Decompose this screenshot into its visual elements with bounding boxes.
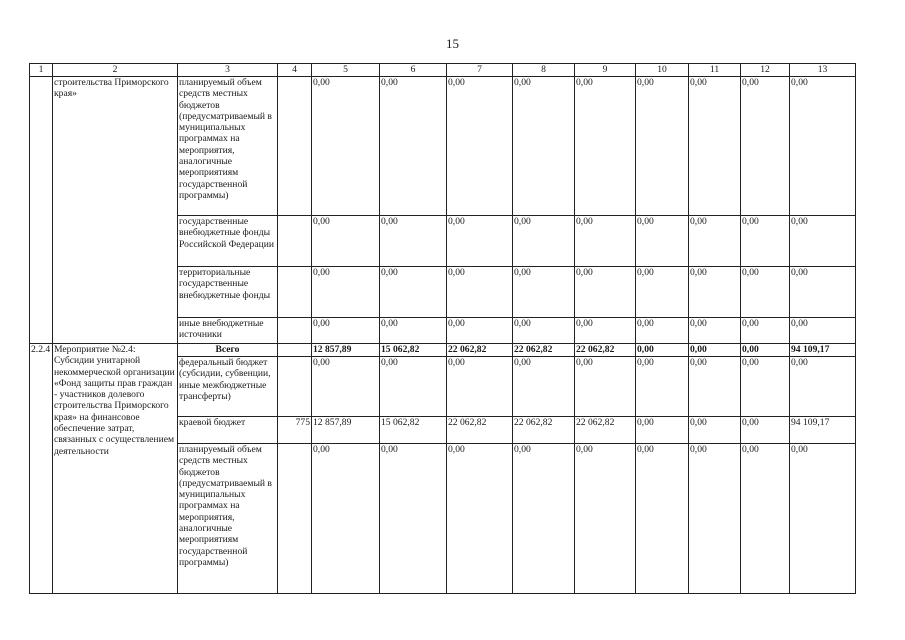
column-header: 2 [53, 64, 178, 77]
amount-cell: 0,00 [689, 357, 741, 417]
amount-cell: 0,00 [380, 267, 447, 318]
amount-cell: 0,00 [380, 216, 447, 267]
amount-cell: 0,00 [513, 318, 575, 344]
amount-cell: 0,00 [447, 77, 513, 216]
item-name-cell: Мероприятие №2.4: Субсидии унитарной некоммерческой организации «Фонд защиты прав граждан - участников долевого строительства Приморского края» на финансовое обеспечение затрат, связанных с осуществлением деятельности [53, 344, 178, 594]
amount-cell: 0,00 [790, 357, 856, 417]
amount-cell: 12 857,89 [312, 344, 380, 357]
amount-cell: 22 062,82 [513, 417, 575, 444]
amount-cell: 0,00 [513, 357, 575, 417]
amount-cell: 0,00 [741, 216, 790, 267]
budget-code-cell [278, 344, 312, 357]
amount-cell: 0,00 [636, 77, 689, 216]
amount-cell: 22 062,82 [447, 417, 513, 444]
column-header: 10 [636, 64, 689, 77]
amount-cell: 0,00 [689, 344, 741, 357]
column-header: 11 [689, 64, 741, 77]
funding-source-cell: территориальные государственные внебюджетные фонды [178, 267, 278, 318]
amount-cell: 0,00 [689, 267, 741, 318]
amount-cell: 0,00 [741, 357, 790, 417]
funding-source-cell: государственные внебюджетные фонды Российской Федерации [178, 216, 278, 267]
amount-cell: 0,00 [741, 344, 790, 357]
amount-cell: 0,00 [312, 77, 380, 216]
amount-cell: 0,00 [790, 318, 856, 344]
amount-cell: 0,00 [741, 77, 790, 216]
amount-cell: 0,00 [380, 77, 447, 216]
budget-code-cell [278, 318, 312, 344]
amount-cell: 0,00 [741, 417, 790, 444]
item-number-cell: 2.2.4 [30, 344, 53, 594]
amount-cell: 94 109,17 [790, 417, 856, 444]
amount-cell: 0,00 [790, 267, 856, 318]
amount-cell: 0,00 [380, 444, 447, 594]
amount-cell: 22 062,82 [447, 344, 513, 357]
amount-cell: 0,00 [513, 77, 575, 216]
amount-cell: 0,00 [636, 417, 689, 444]
amount-cell: 22 062,82 [575, 344, 636, 357]
amount-cell: 0,00 [575, 216, 636, 267]
budget-code-cell [278, 216, 312, 267]
amount-cell: 0,00 [447, 318, 513, 344]
amount-cell: 0,00 [447, 444, 513, 594]
amount-cell: 0,00 [513, 444, 575, 594]
amount-cell: 0,00 [312, 267, 380, 318]
column-header: 12 [741, 64, 790, 77]
funding-source-cell: иные внебюджетные источники [178, 318, 278, 344]
budget-code-cell [278, 357, 312, 417]
column-header: 1 [30, 64, 53, 77]
amount-cell: 0,00 [689, 444, 741, 594]
amount-cell: 0,00 [575, 357, 636, 417]
amount-cell: 0,00 [741, 267, 790, 318]
amount-cell: 0,00 [312, 357, 380, 417]
amount-cell: 0,00 [689, 77, 741, 216]
amount-cell: 0,00 [741, 318, 790, 344]
column-header: 5 [312, 64, 380, 77]
column-header: 3 [178, 64, 278, 77]
amount-cell: 0,00 [636, 267, 689, 318]
column-header: 6 [380, 64, 447, 77]
funding-source-cell: планируемый объем средств местных бюджетов (предусматриваемый в муниципальных программах на мероприятия, аналогичные мероприятиям государственной программы) [178, 444, 278, 594]
item-number-cell [30, 77, 53, 344]
funding-source-cell: краевой бюджет [178, 417, 278, 444]
amount-cell: 0,00 [790, 77, 856, 216]
amount-cell: 0,00 [689, 417, 741, 444]
amount-cell: 0,00 [575, 444, 636, 594]
amount-cell: 0,00 [636, 344, 689, 357]
page-number: 15 [446, 36, 459, 51]
amount-cell: 0,00 [380, 357, 447, 417]
amount-cell: 0,00 [689, 216, 741, 267]
budget-code-cell [278, 77, 312, 216]
amount-cell: 22 062,82 [575, 417, 636, 444]
table-row [30, 77, 856, 216]
amount-cell: 0,00 [575, 318, 636, 344]
amount-cell: 22 062,82 [513, 344, 575, 357]
amount-cell: 0,00 [689, 318, 741, 344]
column-header: 9 [575, 64, 636, 77]
budget-code-cell [278, 444, 312, 594]
funding-source-cell: федеральный бюджет (субсидии, субвенции, иные межбюджетные трансферты) [178, 357, 278, 417]
amount-cell: 15 062,82 [380, 417, 447, 444]
table-row [30, 344, 856, 357]
amount-cell: 0,00 [636, 318, 689, 344]
amount-cell: 0,00 [447, 267, 513, 318]
column-header: 4 [278, 64, 312, 77]
amount-cell: 12 857,89 [312, 417, 380, 444]
column-header: 7 [447, 64, 513, 77]
item-name-cell: строительства Приморского края» [53, 77, 178, 344]
amount-cell: 0,00 [790, 444, 856, 594]
funding-source-cell: Всего [178, 344, 278, 357]
amount-cell: 0,00 [447, 357, 513, 417]
amount-cell: 0,00 [790, 216, 856, 267]
table-body [30, 64, 856, 594]
amount-cell: 0,00 [312, 444, 380, 594]
amount-cell: 0,00 [741, 444, 790, 594]
amount-cell: 0,00 [312, 318, 380, 344]
funding-source-cell: планируемый объем средств местных бюджетов (предусматриваемый в муниципальных программах на мероприятия, аналогичные мероприятиям государственной программы) [178, 77, 278, 216]
budget-table [29, 63, 856, 594]
amount-cell: 0,00 [636, 216, 689, 267]
column-header: 13 [790, 64, 856, 77]
amount-cell: 15 062,82 [380, 344, 447, 357]
amount-cell: 0,00 [636, 357, 689, 417]
budget-code-cell: 775 [278, 417, 312, 444]
amount-cell: 0,00 [513, 267, 575, 318]
budget-code-cell [278, 267, 312, 318]
amount-cell: 0,00 [312, 216, 380, 267]
amount-cell: 0,00 [636, 444, 689, 594]
amount-cell: 0,00 [513, 216, 575, 267]
amount-cell: 0,00 [380, 318, 447, 344]
amount-cell: 0,00 [447, 216, 513, 267]
column-header: 8 [513, 64, 575, 77]
amount-cell: 94 109,17 [790, 344, 856, 357]
amount-cell: 0,00 [575, 77, 636, 216]
amount-cell: 0,00 [575, 267, 636, 318]
header-row [30, 64, 856, 77]
